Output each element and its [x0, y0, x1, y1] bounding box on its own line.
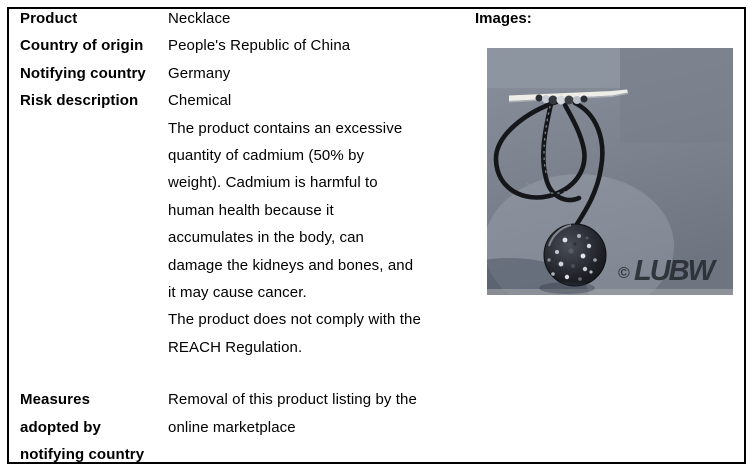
info-row-country-of-origin [20, 32, 472, 59]
row-value [168, 87, 472, 361]
info-row-risk-description [20, 87, 472, 361]
row-value-line: Chemical [168, 92, 232, 110]
row-value-line: it may cause cancer. [168, 284, 307, 302]
row-value-line: quantity of cadmium (50% by [168, 147, 365, 165]
row-label-line: Measures [20, 391, 91, 409]
row-label [20, 87, 168, 361]
row-value-line: human health because it [168, 201, 334, 219]
row-label [20, 32, 168, 59]
product-photo [487, 48, 733, 295]
watermark-logo-text: LUBW [634, 255, 713, 287]
row-value-line: Removal of this product listing by the [168, 391, 417, 409]
row-label-line: notifying country [20, 446, 145, 464]
images-panel [475, 7, 742, 32]
row-label [20, 7, 168, 32]
row-label-line: Product [20, 10, 78, 27]
row-value [168, 32, 472, 59]
watermark-copyright-icon: © [618, 265, 630, 282]
images-header: Images: [475, 10, 532, 27]
alert-card [7, 7, 746, 464]
row-value-line: damage the kidneys and bones, and [168, 256, 414, 274]
info-row-notifying-country [20, 60, 472, 87]
row-label-line: Country of origin [20, 37, 144, 55]
row-value [168, 7, 472, 32]
row-value-line: online marketplace [168, 418, 296, 436]
row-label [20, 60, 168, 87]
row-value-line: The product does not comply with the [168, 311, 421, 329]
row-value-line: weight). Cadmium is harmful to [168, 174, 378, 192]
info-row-product [20, 7, 472, 32]
necklace-photo-illustration [487, 48, 733, 295]
row-value-line: Germany [168, 64, 231, 82]
row-label [20, 386, 168, 464]
row-value-line: REACH Regulation. [168, 338, 303, 356]
row-label-line: Notifying country [20, 64, 146, 82]
row-value [168, 60, 472, 87]
row-label-line: Risk description [20, 92, 139, 110]
product-info-table [20, 7, 472, 464]
row-value-line: The product contains an excessive [168, 119, 403, 137]
row-value-line: People's Republic of China [168, 37, 351, 55]
row-label-line: adopted by [20, 418, 102, 436]
row-value-line: Necklace [168, 10, 231, 27]
info-row-measures [20, 386, 472, 464]
row-value-line: accumulates in the body, can [168, 229, 364, 247]
row-value [168, 386, 472, 464]
